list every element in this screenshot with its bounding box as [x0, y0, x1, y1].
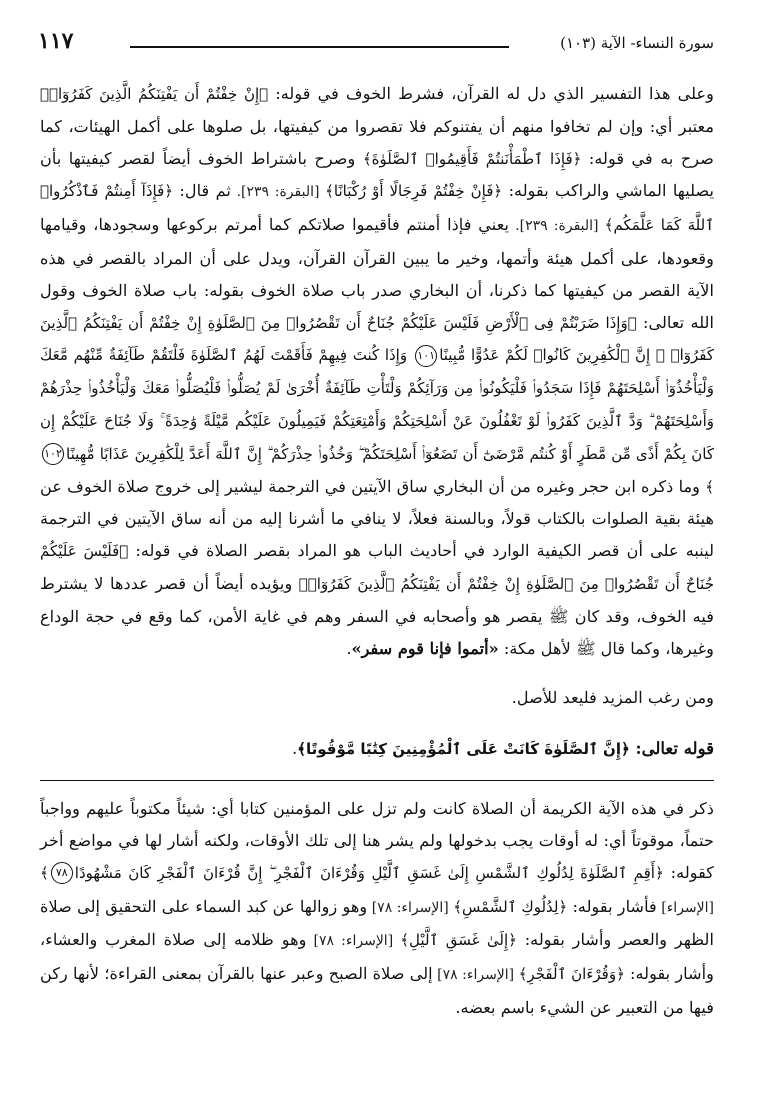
quran-quote-10: ﴿إِلَىٰ غَسَقِ ٱلَّيْلِ﴾ [400, 931, 517, 950]
verse-number-marker: ١٠٢ [42, 443, 64, 465]
section-divider [40, 780, 714, 781]
running-header: سورة النساء- الآية (١٠٣) [560, 34, 714, 52]
surah-reference-3: [الإسراء] [656, 899, 714, 916]
p3-text-4: وهو ظلامه إلى صلاة المغرب والعشاء، وأشار بقوله: [40, 930, 714, 984]
quran-quote-3: ﴿فَإِنْ خِفْتُمْ فَرِجَالًا أَوْ رُكْبَانًا﴾ [325, 182, 503, 201]
page-body [40, 78, 714, 1024]
surah-reference-6: [الإسراء: ٧٨] [432, 967, 519, 984]
quran-quote-2: ﴿فَإِذَا ٱطْمَأْنَنتُمْ فَأَقِيمُوا۟ ٱلصَّلَوٰةَ﴾ [362, 149, 582, 168]
quran-quote-4: ﴿فَإِذَآ أَمِنتُمْ فَٱذْكُرُوا۟ ٱللَّهَ كَمَا عَلَّمَكُم﴾ [40, 182, 715, 235]
p1-text-4: ثم قال: [173, 181, 231, 201]
p3-text-1: ذكر في هذه الآية الكريمة أن الصلاة كانت ولم تزل على المؤمنين كتابا أي: شيئاً مكتوباً عليهم وواجباً حتماً، موقوتاً أي: له أوقات يجب بدخولها ولم يشر هنا إلى تلك الأوقات، ولكنه أشار لها في مواضع أخر كقوله: [40, 799, 715, 882]
surah-reference-1: [البقرة: ٢٣٩]. [230, 184, 326, 201]
p1-text-1: وعلى هذا التفسير الذي دل له القرآن، فشرط الخوف في قوله: [268, 84, 714, 103]
surah-reference-5: [الإسراء: ٧٨] [306, 933, 401, 950]
paragraph-2: ومن رغب المزيد فليعد للأصل. [511, 688, 714, 708]
hadith-quote: «أتموا فإنا قوم سفر» [351, 638, 499, 658]
quran-quote-1: ﴿إِنْ خِفْتُمْ أَن يَفْتِنَكُمُ الَّذِينَ كَفَرُوٓا۟﴾ [40, 85, 269, 103]
p3-text-3: وهو زوالها عن كبد السماء على التحقيق إلى صلاة الظهر والعصر وأشار بقوله: [40, 896, 714, 950]
paragraph-3 [40, 793, 714, 1024]
quran-quote-11: ﴿وَقُرْءَانَ ٱلْفَجْرِ﴾ [518, 965, 625, 984]
quran-quote-9: ﴿لِدُلُوكِ ٱلشَّمْسِ﴾ [453, 897, 568, 916]
p1-text-5: يعني فإذا أمنتم فأقيموا صلاتكم كما أمرتم بركوعها وسجودها، وقيامها وقعودها، على أكمل هيئة وأتمها، وخير ما يبين القرآن القرآن، ويدل على أن المراد بالقصر في هذه الآية القصر من كيفيتها كما ذكرنا، أن البخاري صدر باب صلاة الخوف بقوله: باب صلاة الخوف وقول الله تعالى: [40, 215, 714, 332]
quran-quote-5: ﴿وَإِذَا ضَرَبْتُمْ فِى ٱلْأَرْضِ فَلَيْسَ عَلَيْكُمْ جُنَاحٌ أَن تَقْصُرُوا۟ مِنَ ٱلصَّلَوٰةِ إِنْ خِفْتُمْ أَن يَفْتِنَكُمُ ٱلَّذِينَ كَفَرُوٓا۟ ۚ إِنَّ ٱلْكَٰفِرِينَ كَانُوا۟ لَكُمْ عَدُوًّا مُّبِينًا [40, 313, 714, 365]
p3-text-5: إلى صلاة الصبح وعبر عنها بالقرآن بمعنى القراءة؛ لأنها ركن فيها من التعبير عن الشيء باسم بعضه. [40, 964, 714, 1017]
surah-reference-4: [الإسراء: ٧٨] [367, 899, 454, 916]
page-header [30, 28, 714, 58]
page-number: ١١٧ [38, 28, 74, 54]
verse-heading [40, 732, 714, 766]
verse-heading-label: قوله تعالى: [629, 739, 714, 759]
surah-reference-2: [البقرة: ٢٣٩]. [509, 218, 605, 235]
quran-quote-6: وَإِذَا كُنتَ فِيهِمْ فَأَقَمْتَ لَهُمُ ٱلصَّلَوٰةَ فَلْتَقُمْ طَآئِفَةٌ مِّنْهُم مَّعَكَ وَلْيَأْخُذُوٓا۟ أَسْلِحَتَهُمْ فَإِذَا سَجَدُوا۟ فَلْيَكُونُوا۟ مِن وَرَآئِكُمْ وَلْتَأْتِ طَآئِفَةٌ أُخْرَىٰ لَمْ يُصَلُّوا۟ فَلْيُصَلُّوا۟ مَعَكَ وَلْيَأْخُذُوا۟ حِذْرَهُمْ وَأَسْلِحَتَهُمْ ۗ وَدَّ ٱلَّذِينَ كَفَرُوا۟ لَوْ تَغْفُلُونَ عَنْ أَسْلِحَتِكُمْ وَأَمْتِعَتِكُمْ فَيَمِيلُونَ عَلَيْكُم مَّيْلَةً وَٰحِدَةً ۚ وَلَا جُنَاحَ عَلَيْكُمْ إِن كَانَ بِكُمْ أَذًى مِّن مَّطَرٍ أَوْ كُنتُم مَّرْضَىٰٓ أَن تَضَعُوٓا۟ أَسْلِحَتَكُمْ ۖ وَخُذُوا۟ حِذْرَكُمْ ۗ إِنَّ ٱللَّهَ أَعَدَّ لِلْكَٰفِرِينَ عَذَابًا مُّهِينًا [40, 346, 714, 463]
quran-quote-8-close: ﴾ [40, 863, 49, 882]
p1-text-6: وما ذكره ابن حجر وغيره من أن البخاري ساق الآيتين في الترجمة ليشير إلى خروج صلاة الخوف عن هيئة بقية الصلوات بالكتاب قولاً، وبالسنة فعلاً، لا ينافي ما أشرنا إليه من أنه ساق الآيتين في الترجمة لينبه على أن قصر الكيفية الوارد في أحاديث الباب هو المراد بقصر الصلاة في قوله: [40, 476, 715, 561]
verse-number-marker: ٧٨ [51, 862, 73, 884]
quran-quote-7: ﴿فَلَيْسَ عَلَيْكُمْ جُنَاحٌ أَن تَقْصُرُوا۟ مِنَ ٱلصَّلَوٰةِ إِنْ خِفْتُمْ أَن يَفْتِنَكُمُ ٱلَّذِينَ كَفَرُوٓا۟﴾ [40, 542, 714, 593]
p1-text-3: وصرح باشتراط الخوف أيضاً لقصر كيفيتها بأن يصليها الماشي والراكب بقوله: [40, 148, 714, 201]
paragraph-1 [40, 78, 714, 664]
verse-heading-text: ﴿إِنَّ ٱلصَّلَوٰةَ كَانَتْ عَلَى ٱلْمُؤْمِنِينَ كِتَٰبًا مَّوْقُوتًا﴾ [297, 740, 630, 759]
p1-text-2: معتبر أي: وإن لم تخافوا منهم أن يفتنوكم فلا تقصروا من كيفيتها، بل صلوها على أكمل الهيئات، كما صرح به في قوله: [40, 116, 714, 168]
header-rule [130, 46, 509, 48]
p3-text-2: فأشار بقوله: [567, 896, 657, 916]
quran-quote-6-close: ﴾ [705, 477, 714, 496]
p1-text-8: . [346, 638, 352, 658]
quran-quote-8: ﴿أَقِمِ ٱلصَّلَوٰةَ لِدُلُوكِ ٱلشَّمْسِ إِلَىٰ غَسَقِ ٱلَّيْلِ وَقُرْءَانَ ٱلْفَجْرِ ۖ إِنَّ قُرْءَانَ ٱلْفَجْرِ كَانَ مَشْهُودًا [74, 863, 664, 882]
verse-heading-end: . [291, 739, 298, 759]
verse-number-marker: ١٠١ [415, 345, 437, 367]
p1-text-7: ويؤيده أيضاً أن قصر عددها لا يشترط فيه الخوف، وقد كان ﷺ يقصر هو وأصحابه في السفر وهم في غاية الأمن، كما وقع في حجة الوداع وغيرها، وكما قال ﷺ لأهل مكة: [40, 573, 714, 658]
